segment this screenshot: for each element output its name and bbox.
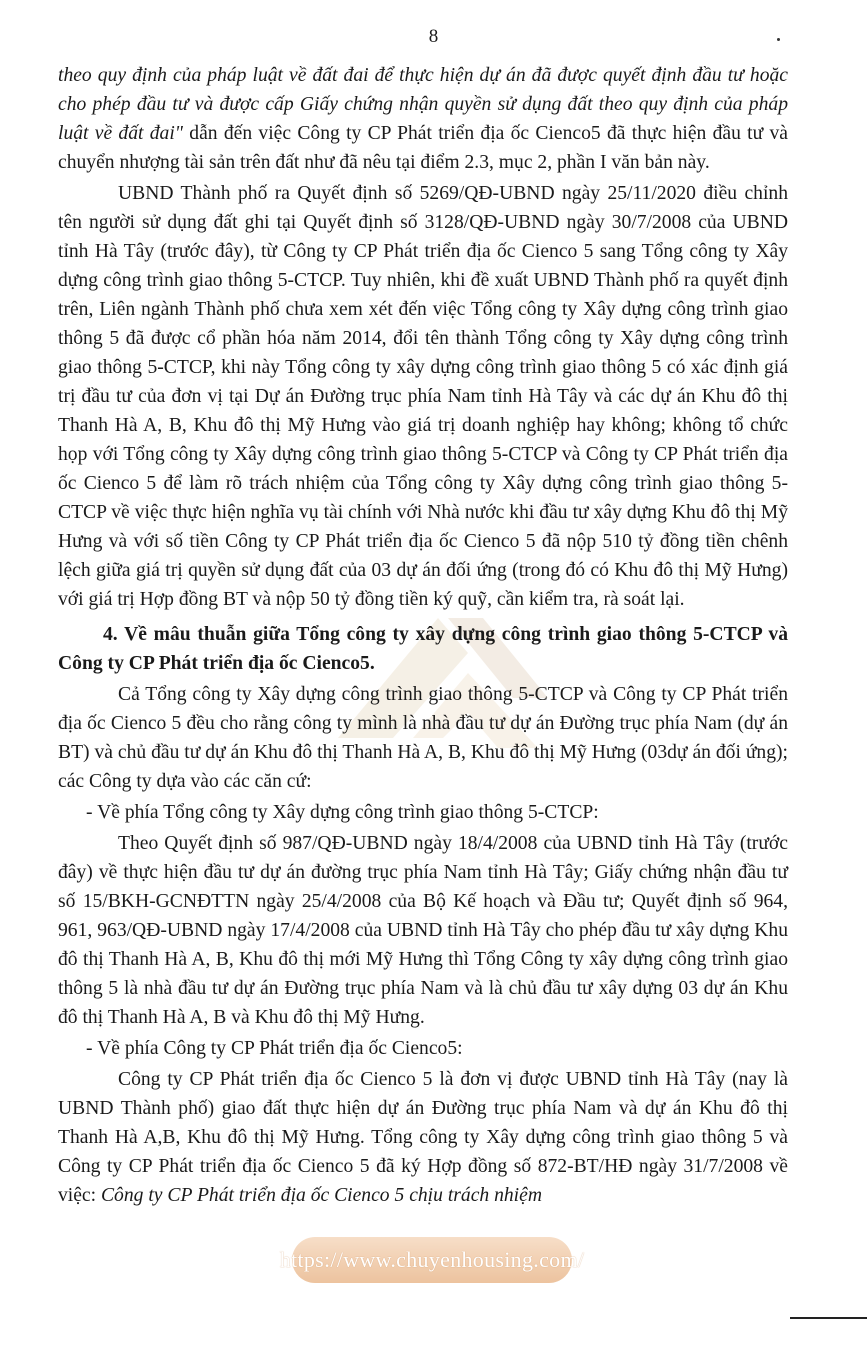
watermark-url: https://www.chuyenhousing.com/ — [279, 1247, 585, 1272]
paragraph-5 — [58, 1065, 788, 1210]
paragraph-5-italic: Công ty CP Phát triển địa ốc Cienco 5 chịu trách nhiệm — [100, 1185, 542, 1206]
page-number: 8 — [428, 26, 439, 47]
paragraph-2: UBND Thành phố ra Quyết định số 5269/QĐ-UBND ngày 25/11/2020 điều chỉnh tên người sử dụng đất ghi tại Quyết định số 3128/QĐ-UBND ngày 30/7/2008 của UBND tỉnh Hà Tây (trước đây), từ Công ty CP Phát triển địa ốc Cienco 5 sang Tổng công ty Xây dựng công trình giao thông 5-CTCP. Tuy nhiên, khi đề xuất UBND Thành phố ra quyết định trên, Liên ngành Thành phố chưa xem xét đến việc Tổng công ty Xây dựng công trình giao thông 5 đã được cổ phần hóa năm 2014, đổi tên thành Tổng công ty Xây dựng công trình giao thông 5-CTCP, khi này Tổng công ty xây dựng công trình giao thông 5 có xác định giá trị đầu tư của đơn vị tại Dự án Đường trục phía Nam tỉnh Hà Tây và các dự án Khu đô thị Thanh Hà A, B, Khu đô thị Mỹ Hưng vào giá trị doanh nghiệp hay không; không tổ chức họp với Tổng công ty Xây dựng công trình giao thông 5-CTCP và Công ty CP Phát triển địa ốc Cienco 5 để làm rõ trách nhiệm của Tổng công ty Xây dựng công trình giao thông 5-CTCP về việc thực hiện nghĩa vụ tài chính với Nhà nước khi đầu tư xây dựng Khu đô thị Mỹ Hưng và với số tiền Công ty CP Phát triển địa ốc Cienco 5 đã nộp 510 tỷ đồng tiền chênh lệch giữa giá trị quyền sử dụng đất của 03 dự án đối ứng (trong đó có Khu đô thị Mỹ Hưng) với giá trị Hợp đồng BT và nộp 50 tỷ đồng tiền ký quỹ, cần kiểm tra, rà soát lại. — [58, 183, 788, 610]
paragraph-5-start: Công ty CP Phát triển địa ốc Cienco 5 là đơn vị được UBND tỉnh Hà Tây (nay là UBND Thành phố) giao đất thực hiện dự án Đường trục phía Nam và dự án Khu đô thị Thanh Hà A,B, Khu đô thị Mỹ Hưng. Tổng công ty Xây dựng công trình giao thông 5 và Công ty CP Phát triển địa ốc Cienco 5 đã ký Hợp đồng số 872-BT/HĐ ngày 31/7/2008 về việc: — [58, 1069, 788, 1206]
section-heading-4: 4. Về mâu thuẫn giữa Tổng công ty xây dựng công trình giao thông 5-CTCP và Công ty CP Phát triển địa ốc Cienco5. — [58, 624, 788, 674]
bullet-cienco5: - Về phía Công ty CP Phát triển địa ốc Cienco5: — [86, 1038, 463, 1059]
scan-speck — [777, 38, 780, 41]
watermark-url-badge — [279, 1237, 585, 1283]
paragraph-3: Cả Tổng công ty Xây dựng công trình giao thông 5-CTCP và Công ty CP Phát triển địa ốc Cienco 5 đều cho rằng công ty mình là nhà đầu tư dự án Đường trục phía Nam (dự án BT) và chủ đầu tư dự án Khu đô thị Thanh Hà A, B, Khu đô thị Mỹ Hưng (03dự án đối ứng); các Công ty dựa vào các căn cứ: — [58, 684, 788, 792]
document-body — [58, 61, 788, 1212]
paragraph-4: Theo Quyết định số 987/QĐ-UBND ngày 18/4/2008 của UBND tỉnh Hà Tây (trước đây) về thực hiện đầu tư dự án đường trục phía Nam tỉnh Hà Tây; Giấy chứng nhận đầu tư số 15/BKH-GCNĐTTN ngày 25/4/2008 của Bộ Kế hoạch và Đầu tư; Quyết định số 964, 961, 963/QĐ-UBND ngày 17/4/2008 của UBND tỉnh Hà Tây cho phép đầu tư xây dựng Khu đô thị Thanh Hà A, B, Khu đô thị mới Mỹ Hưng thì Tổng Công ty xây dựng công trình giao thông 5 là nhà đầu tư dự án Đường trục phía Nam và là chủ đầu tư xây dựng 03 dự án Khu đô thị Thanh Hà A, B và Khu đô thị Mỹ Hưng. — [58, 833, 788, 1028]
paragraph-1 — [58, 61, 788, 177]
paragraph-1-italic: theo quy định của pháp luật về đất đai để thực hiện dự án đã được quyết định đầu tư hoặc cho phép đầu tư và được cấp Giấy chứng nhận quyền sử dụng đất theo quy định của pháp luật về đất đai" — [58, 65, 788, 144]
footer-rule — [790, 1317, 867, 1319]
paragraph-1-rest: dẫn đến việc Công ty CP Phát triển địa ốc Cienco5 đã thực hiện đầu tư và chuyển nhượng tài sản trên đất như đã nêu tại điểm 2.3, mục 2, phần I văn bản này. — [58, 123, 788, 173]
bullet-tong-cong-ty: - Về phía Tổng công ty Xây dựng công trình giao thông 5-CTCP: — [86, 802, 599, 823]
